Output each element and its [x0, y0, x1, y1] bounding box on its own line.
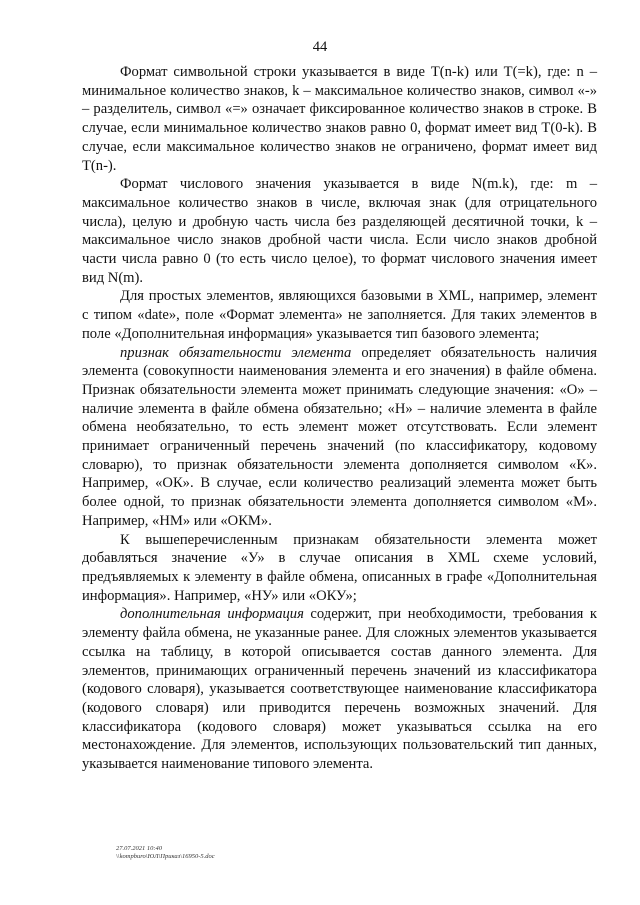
paragraph-number-format: [82, 175, 597, 287]
paragraph-text: содержит, при необходимости, требования к элементу файла обмена, не указанные ранее. Для сложных элементов указывается ссылка на таблицу, в которой описывается состав данного элемента. Для элементов, принимающих ограниченный перечень значений из классификатора (кодового словаря), указывается соответствующее наименование классификатора (кодового словаря) или приводится перечень возможных значений. Для классификатора (кодового словаря) может указываться ссылка на его местонахождение. Для элементов, использующих пользовательский тип данных, указывается наименование типового элемента.: [82, 606, 598, 773]
paragraph-text: К вышеперечисленным признакам обязательности элемента может добавляться значение «У» в случае описания в XML схеме условий, предъявляемых к элементу в файле обмена, описанных в графе «Дополнительная информация». Например, «НУ» или «ОКУ»;: [82, 531, 597, 604]
term-required-flag: признак обязательности элемента: [120, 344, 352, 361]
paragraph-simple-elements: [82, 287, 597, 343]
footer-file-path: \\kompburo\ЮЛ\Приказ\16950-5.doc: [116, 853, 215, 860]
term-additional-info: дополнительная информация: [120, 606, 304, 623]
paragraph-text: Для простых элементов, являющихся базовыми в XML, например, элемент с типом «date», поле «Формат элемента» не заполняется. Для таких элементов в поле «Дополнительная информация» указывается тип базового элемента;: [82, 288, 597, 342]
page-number: 44: [312, 39, 328, 55]
paragraph-condition-flag: [82, 531, 597, 606]
paragraph-text: определяет обязательность наличия элемента (совокупности наименования элемента и его значения) в файле обмена. Признак обязательности элемента может принимать следующие значения: «О» – наличие элемента в файле обмена обязательно; «Н» – наличие элемента в файле обмена необязательно, то есть элемент может отсутствовать. Если элемент принимает ограниченный перечень значений (по классификатору, кодовому словарю), то признак обязательности элемента дополняется символом «К». Например, «ОК». В случае, если количество реализаций элемента может быть более одной, то признак обязательности элемента дополняется символом «М». Например, «НМ» или «ОКМ».: [82, 344, 597, 529]
paragraph-required-flag: [82, 344, 597, 531]
document-body: [82, 63, 597, 774]
document-footer: [116, 845, 215, 861]
paragraph-additional-info: [82, 605, 597, 773]
paragraph-string-format: [82, 63, 597, 175]
footer-date: 27.07.2021 10:40: [116, 845, 163, 852]
paragraph-text: Формат символьной строки указывается в виде T(n-k) или T(=k), где: n – минимальное количество знаков, k – максимальное количество знаков, символ «-» – разделитель, символ «=» означает фиксированное количество знаков в строке. В случае, если минимальное количество знаков равно 0, формат имеет вид T(0-k). В случае, если максимальное количество знаков не ограничено, формат имеет вид T(n-).: [82, 64, 597, 174]
paragraph-text: Формат числового значения указывается в виде N(m.k), где: m – максимальное количество знаков в числе, включая знак (для отрицательного числа), целую и дробную часть числа без разделяющей десятичной точки, k – максимальное число знаков дробной части числа. Если число знаков дробной части числа равно 0 (то есть число целое), то формат числового значения имеет вид N(m).: [82, 176, 597, 286]
